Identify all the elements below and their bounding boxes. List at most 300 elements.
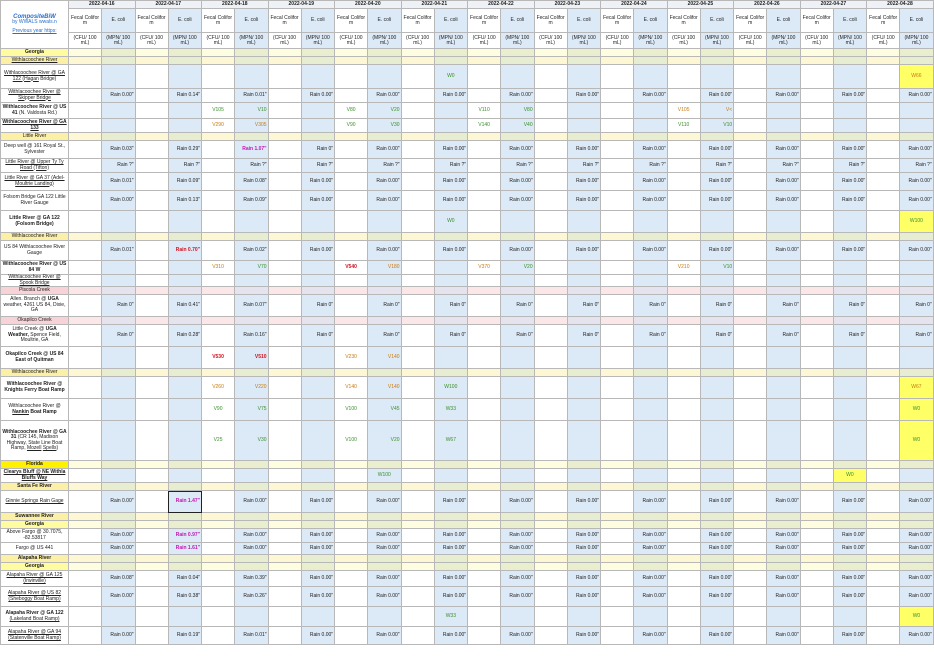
rain-value: Rain 0" — [434, 325, 468, 347]
brand-subtitle[interactable]: by WWALS wwals.n — [12, 19, 57, 25]
band-cell — [601, 513, 634, 521]
empty-cell — [567, 421, 601, 461]
empty-cell — [667, 571, 700, 587]
band-cell — [867, 233, 900, 241]
band-cell — [102, 555, 136, 563]
rain-value: Rain 0.00" — [301, 173, 335, 191]
empty-cell — [434, 261, 468, 275]
empty-cell — [800, 141, 833, 159]
band-cell — [534, 461, 567, 469]
site-name-part[interactable]: Hagan — [24, 75, 39, 82]
bacteria-value: V230 — [335, 347, 368, 369]
site-name-part[interactable]: Spells — [42, 445, 57, 452]
site-name-part[interactable]: Clearys Bluff @ NE Withla Bluffs Way — [3, 469, 66, 481]
fecal-header: Fecal Colifor m — [867, 9, 900, 33]
bacteria-value: W33 — [434, 399, 468, 421]
empty-cell — [534, 173, 567, 191]
empty-cell — [69, 529, 102, 543]
rain-value: Rain 0" — [301, 295, 335, 317]
band-cell — [268, 563, 301, 571]
band-cell — [268, 555, 301, 563]
band-cell — [468, 513, 501, 521]
date-header: 2022-04-17 — [135, 1, 202, 9]
band-cell — [434, 287, 468, 295]
band-cell — [468, 233, 501, 241]
bacteria-value: W33 — [434, 607, 468, 627]
bacteria-value: V80 — [501, 103, 535, 119]
band-cell — [468, 461, 501, 469]
band-cell — [335, 317, 368, 325]
site-name — [1, 543, 69, 555]
band-cell — [401, 57, 434, 65]
empty-cell — [468, 347, 501, 369]
rain-value: Rain 0.00" — [634, 241, 668, 261]
empty-cell — [800, 159, 833, 173]
rain-value: Rain 0" — [700, 325, 734, 347]
river-label: Alapaha River — [1, 555, 69, 563]
bacteria-value: V140 — [468, 119, 501, 133]
site-name — [1, 119, 69, 133]
band-cell — [368, 483, 402, 491]
empty-cell — [634, 347, 668, 369]
empty-cell — [69, 627, 102, 645]
previous-year-link[interactable]: Previous year https: — [12, 28, 57, 34]
empty-cell — [135, 491, 168, 513]
band-cell — [368, 133, 402, 141]
empty-cell — [601, 607, 634, 627]
rain-value: Rain 0.16" — [235, 325, 269, 347]
band-cell — [401, 317, 434, 325]
empty-cell — [268, 191, 301, 211]
empty-cell — [168, 377, 202, 399]
empty-cell — [268, 119, 301, 133]
band-cell — [634, 483, 668, 491]
band-cell — [301, 521, 335, 529]
bacteria-value: W100 — [900, 211, 934, 233]
band-cell — [767, 233, 801, 241]
band-cell — [734, 461, 767, 469]
empty-cell — [401, 65, 434, 89]
site-name-part[interactable]: Mozell — [26, 445, 42, 452]
band-cell — [235, 133, 269, 141]
band-cell — [69, 49, 102, 57]
fecal-unit: (CFU/ 100 mL) — [534, 33, 567, 49]
bacteria-value: V260 — [202, 377, 235, 399]
empty-cell — [135, 325, 168, 347]
empty-cell — [833, 607, 867, 627]
site-name — [1, 261, 69, 275]
rain-value: Rain 0.00" — [102, 543, 136, 555]
empty-cell — [401, 261, 434, 275]
empty-cell — [468, 421, 501, 461]
band-cell — [468, 317, 501, 325]
empty-cell — [867, 191, 900, 211]
empty-cell — [734, 347, 767, 369]
empty-cell — [734, 529, 767, 543]
empty-cell — [601, 241, 634, 261]
river-row — [1, 483, 934, 491]
empty-cell — [268, 529, 301, 543]
river-row — [1, 369, 934, 377]
empty-cell — [69, 241, 102, 261]
ecoli-unit: (MPN/ 100 mL) — [900, 33, 934, 49]
river-row — [1, 513, 934, 521]
site-name — [1, 241, 69, 261]
empty-cell — [501, 211, 535, 233]
empty-cell — [135, 587, 168, 607]
fecal-unit: (CFU/ 100 mL) — [800, 33, 833, 49]
empty-cell — [168, 399, 202, 421]
site-name-part: US 84 Withlacoochee River Gauge — [3, 243, 66, 256]
empty-cell — [202, 159, 235, 173]
empty-cell — [667, 89, 700, 103]
empty-cell — [833, 211, 867, 233]
empty-cell — [401, 571, 434, 587]
band-cell — [900, 287, 934, 295]
region-row — [1, 521, 934, 529]
bacteria-value: V< — [700, 103, 734, 119]
site-name — [1, 627, 69, 645]
empty-cell — [268, 543, 301, 555]
empty-cell — [734, 571, 767, 587]
band-cell — [301, 287, 335, 295]
band-cell — [900, 57, 934, 65]
site-name — [1, 529, 69, 543]
site-name-part: Above Fargo @ 30.7075, -82.53817 — [6, 529, 63, 541]
band-cell — [202, 513, 235, 521]
date-header: 2022-04-26 — [734, 1, 801, 9]
band-cell — [335, 563, 368, 571]
empty-cell — [867, 141, 900, 159]
fecal-header: Fecal Colifor m — [734, 9, 767, 33]
band-cell — [135, 563, 168, 571]
table-row — [1, 571, 934, 587]
ecoli-header: E. coli — [235, 9, 269, 33]
bacteria-value: W0 — [434, 211, 468, 233]
empty-cell — [401, 491, 434, 513]
bacteria-value: V105 — [202, 103, 235, 119]
empty-cell — [268, 607, 301, 627]
band-cell — [667, 555, 700, 563]
empty-cell — [867, 529, 900, 543]
empty-cell — [235, 469, 269, 483]
site-name-part[interactable]: Withlacoochee River @ Spook Bridge — [8, 274, 61, 286]
empty-cell — [800, 295, 833, 317]
ecoli-header: E. coli — [634, 9, 668, 33]
empty-cell — [534, 347, 567, 369]
band-cell — [168, 563, 202, 571]
band-cell — [202, 369, 235, 377]
site-name-part[interactable]: Little River @ GA 37 (Adel-Moultrie Landing) — [4, 174, 65, 187]
band-cell — [534, 555, 567, 563]
empty-cell — [268, 295, 301, 317]
river-label: Withlacoochee River — [1, 233, 69, 241]
empty-cell — [800, 173, 833, 191]
rain-value: Rain 0.00" — [368, 173, 402, 191]
band-cell — [601, 287, 634, 295]
band-cell — [867, 49, 900, 57]
rain-value: Rain 0.00" — [900, 241, 934, 261]
date-header: 2022-04-16 — [69, 1, 136, 9]
empty-cell — [335, 89, 368, 103]
empty-cell — [567, 103, 601, 119]
bacteria-value: V45 — [368, 399, 402, 421]
band-cell — [501, 563, 535, 571]
site-name — [1, 399, 69, 421]
rain-value: Rain ?" — [767, 159, 801, 173]
bacteria-value: V70 — [235, 261, 269, 275]
band-cell — [734, 513, 767, 521]
band-cell — [767, 49, 801, 57]
rain-value: Rain 0.00" — [501, 191, 535, 211]
band-cell — [767, 287, 801, 295]
rain-value: Rain 0.00" — [634, 587, 668, 607]
band-cell — [135, 317, 168, 325]
band-cell — [601, 483, 634, 491]
band-cell — [767, 461, 801, 469]
rain-value: Rain ?" — [368, 159, 402, 173]
site-name-part[interactable]: Withlacoochee River @ GA 133 — [2, 118, 67, 131]
rain-value: Rain 0.00" — [434, 89, 468, 103]
empty-cell — [867, 571, 900, 587]
empty-cell — [69, 543, 102, 555]
band-cell — [235, 49, 269, 57]
table-row — [1, 159, 934, 173]
empty-cell — [867, 119, 900, 133]
rain-value: Rain 0" — [501, 325, 535, 347]
bacteria-value: V40 — [501, 119, 535, 133]
empty-cell — [468, 529, 501, 543]
band-cell — [900, 233, 934, 241]
rain-value: Rain ?" — [700, 159, 734, 173]
band-cell — [368, 563, 402, 571]
empty-cell — [401, 141, 434, 159]
empty-cell — [69, 159, 102, 173]
ecoli-header: E. coli — [501, 9, 535, 33]
empty-cell — [634, 103, 668, 119]
rain-value: Rain 0.00" — [235, 543, 269, 555]
empty-cell — [800, 325, 833, 347]
rain-value: Rain 0" — [501, 295, 535, 317]
rain-value: Rain 0.70" — [168, 241, 202, 261]
band-cell — [401, 513, 434, 521]
site-name-part[interactable]: (Lakeland Boat Ramp) — [9, 615, 60, 622]
table-row — [1, 141, 934, 159]
site-name — [1, 191, 69, 211]
band-cell — [69, 521, 102, 529]
rain-value: Rain 0.08" — [235, 173, 269, 191]
region-row — [1, 49, 934, 57]
band-cell — [168, 483, 202, 491]
empty-cell — [767, 261, 801, 275]
empty-cell — [800, 65, 833, 89]
empty-cell — [601, 627, 634, 645]
rain-value: Rain 0.01" — [102, 173, 136, 191]
rain-value: Rain 0.00" — [501, 173, 535, 191]
band-cell — [368, 49, 402, 57]
empty-cell — [601, 275, 634, 287]
band-cell — [501, 369, 535, 377]
band-cell — [135, 57, 168, 65]
empty-cell — [69, 103, 102, 119]
empty-cell — [335, 529, 368, 543]
rain-value: Rain 0.00" — [567, 571, 601, 587]
band-cell — [301, 483, 335, 491]
empty-cell — [534, 295, 567, 317]
empty-cell — [534, 399, 567, 421]
rain-value: Rain 0" — [634, 295, 668, 317]
bacteria-value: W0 — [900, 399, 934, 421]
site-name-part[interactable]: Little River @ Upper Ty Ty Road (Tifton) — [5, 158, 64, 171]
empty-cell — [468, 587, 501, 607]
rain-value: Rain 0.00" — [567, 529, 601, 543]
empty-cell — [268, 347, 301, 369]
empty-cell — [501, 65, 535, 89]
empty-cell — [800, 241, 833, 261]
empty-cell — [900, 347, 934, 369]
band-cell — [69, 57, 102, 65]
empty-cell — [734, 399, 767, 421]
band-cell — [900, 513, 934, 521]
ecoli-unit: (MPN/ 100 mL) — [767, 33, 801, 49]
band-cell — [900, 521, 934, 529]
rain-value: Rain 0" — [567, 295, 601, 317]
empty-cell — [800, 191, 833, 211]
empty-cell — [501, 399, 535, 421]
rain-value: Rain 0.00" — [634, 571, 668, 587]
empty-cell — [601, 211, 634, 233]
rain-value: Rain 0" — [767, 325, 801, 347]
band-cell — [601, 317, 634, 325]
site-name-part[interactable]: Nankin — [12, 408, 29, 415]
empty-cell — [767, 399, 801, 421]
site-name-part: Bridge) — [38, 75, 57, 82]
table-row — [1, 65, 934, 89]
empty-cell — [335, 607, 368, 627]
empty-cell — [268, 261, 301, 275]
rain-value: Rain 0.00" — [900, 587, 934, 607]
site-name-part[interactable]: Withlacoochee River @ Skipper Bridge — [8, 88, 61, 101]
empty-cell — [168, 261, 202, 275]
empty-cell — [168, 103, 202, 119]
empty-cell — [900, 261, 934, 275]
ecoli-unit: (MPN/ 100 mL) — [301, 33, 335, 49]
empty-cell — [468, 377, 501, 399]
band-cell — [135, 233, 168, 241]
empty-cell — [767, 347, 801, 369]
empty-cell — [401, 529, 434, 543]
empty-cell — [800, 347, 833, 369]
band-cell — [268, 369, 301, 377]
band-cell — [268, 461, 301, 469]
band-cell — [335, 513, 368, 521]
band-cell — [833, 133, 867, 141]
rain-value: Rain 0.01" — [235, 627, 269, 645]
empty-cell — [667, 325, 700, 347]
empty-cell — [202, 587, 235, 607]
empty-cell — [468, 275, 501, 287]
band-cell — [335, 57, 368, 65]
rain-value: Rain 0.00" — [368, 491, 402, 513]
rain-value: Rain ?" — [567, 159, 601, 173]
band-cell — [501, 49, 535, 57]
river-label[interactable]: Withlacoochee River — [1, 57, 69, 65]
rain-value: Rain 0.00" — [700, 627, 734, 645]
empty-cell — [335, 141, 368, 159]
band-cell — [202, 287, 235, 295]
empty-cell — [833, 119, 867, 133]
empty-cell — [135, 275, 168, 287]
rain-value: Rain 0.00" — [767, 571, 801, 587]
empty-cell — [268, 587, 301, 607]
empty-cell — [767, 275, 801, 287]
band-cell — [102, 369, 136, 377]
empty-cell — [867, 65, 900, 89]
empty-cell — [534, 141, 567, 159]
empty-cell — [268, 421, 301, 461]
empty-cell — [867, 627, 900, 645]
empty-cell — [700, 377, 734, 399]
site-name-part[interactable]: Alapaha River @ US 82 (Sheboggy Boat Ramp) — [7, 590, 62, 602]
empty-cell — [501, 377, 535, 399]
empty-cell — [601, 65, 634, 89]
empty-cell — [534, 469, 567, 483]
site-name — [1, 491, 69, 513]
band-cell — [700, 233, 734, 241]
empty-cell — [335, 191, 368, 211]
rain-value: Rain 0.19" — [168, 627, 202, 645]
rain-value: Rain 0.00" — [102, 491, 136, 513]
bacteria-value: W66 — [900, 65, 934, 89]
empty-cell — [368, 65, 402, 89]
band-cell — [567, 287, 601, 295]
band-cell — [800, 57, 833, 65]
site-name-part[interactable]: Withlacoochee River @ GA 122 ( — [4, 69, 65, 82]
empty-cell — [667, 173, 700, 191]
empty-cell — [102, 399, 136, 421]
empty-cell — [434, 469, 468, 483]
empty-cell — [700, 65, 734, 89]
empty-cell — [501, 421, 535, 461]
rain-value: Rain 0.00" — [833, 173, 867, 191]
table-body — [1, 49, 934, 645]
site-name-part[interactable]: Alapaha River @ GA 125 (Irwinville) — [6, 572, 63, 584]
empty-cell — [833, 347, 867, 369]
rain-value: Rain 0" — [567, 325, 601, 347]
empty-cell — [301, 347, 335, 369]
band-cell — [235, 287, 269, 295]
empty-cell — [401, 119, 434, 133]
river-label: Santa Fe River — [1, 483, 69, 491]
empty-cell — [767, 469, 801, 483]
band-cell — [268, 57, 301, 65]
band-cell — [867, 513, 900, 521]
ecoli-unit: (MPN/ 100 mL) — [501, 33, 535, 49]
rain-value: Rain 0.00" — [700, 587, 734, 607]
empty-cell — [69, 377, 102, 399]
site-name-part[interactable]: Alapaha River @ GA 94 (Statenville Boat Ramp) — [7, 629, 62, 641]
empty-cell — [800, 607, 833, 627]
empty-cell — [534, 607, 567, 627]
rain-value: Rain 0.00" — [102, 89, 136, 103]
band-cell — [833, 57, 867, 65]
band-cell — [168, 369, 202, 377]
band-cell — [667, 563, 700, 571]
empty-cell — [468, 399, 501, 421]
site-name-part[interactable]: Ginnie Springs Rain Gage — [5, 497, 64, 504]
empty-cell — [634, 275, 668, 287]
empty-cell — [601, 295, 634, 317]
